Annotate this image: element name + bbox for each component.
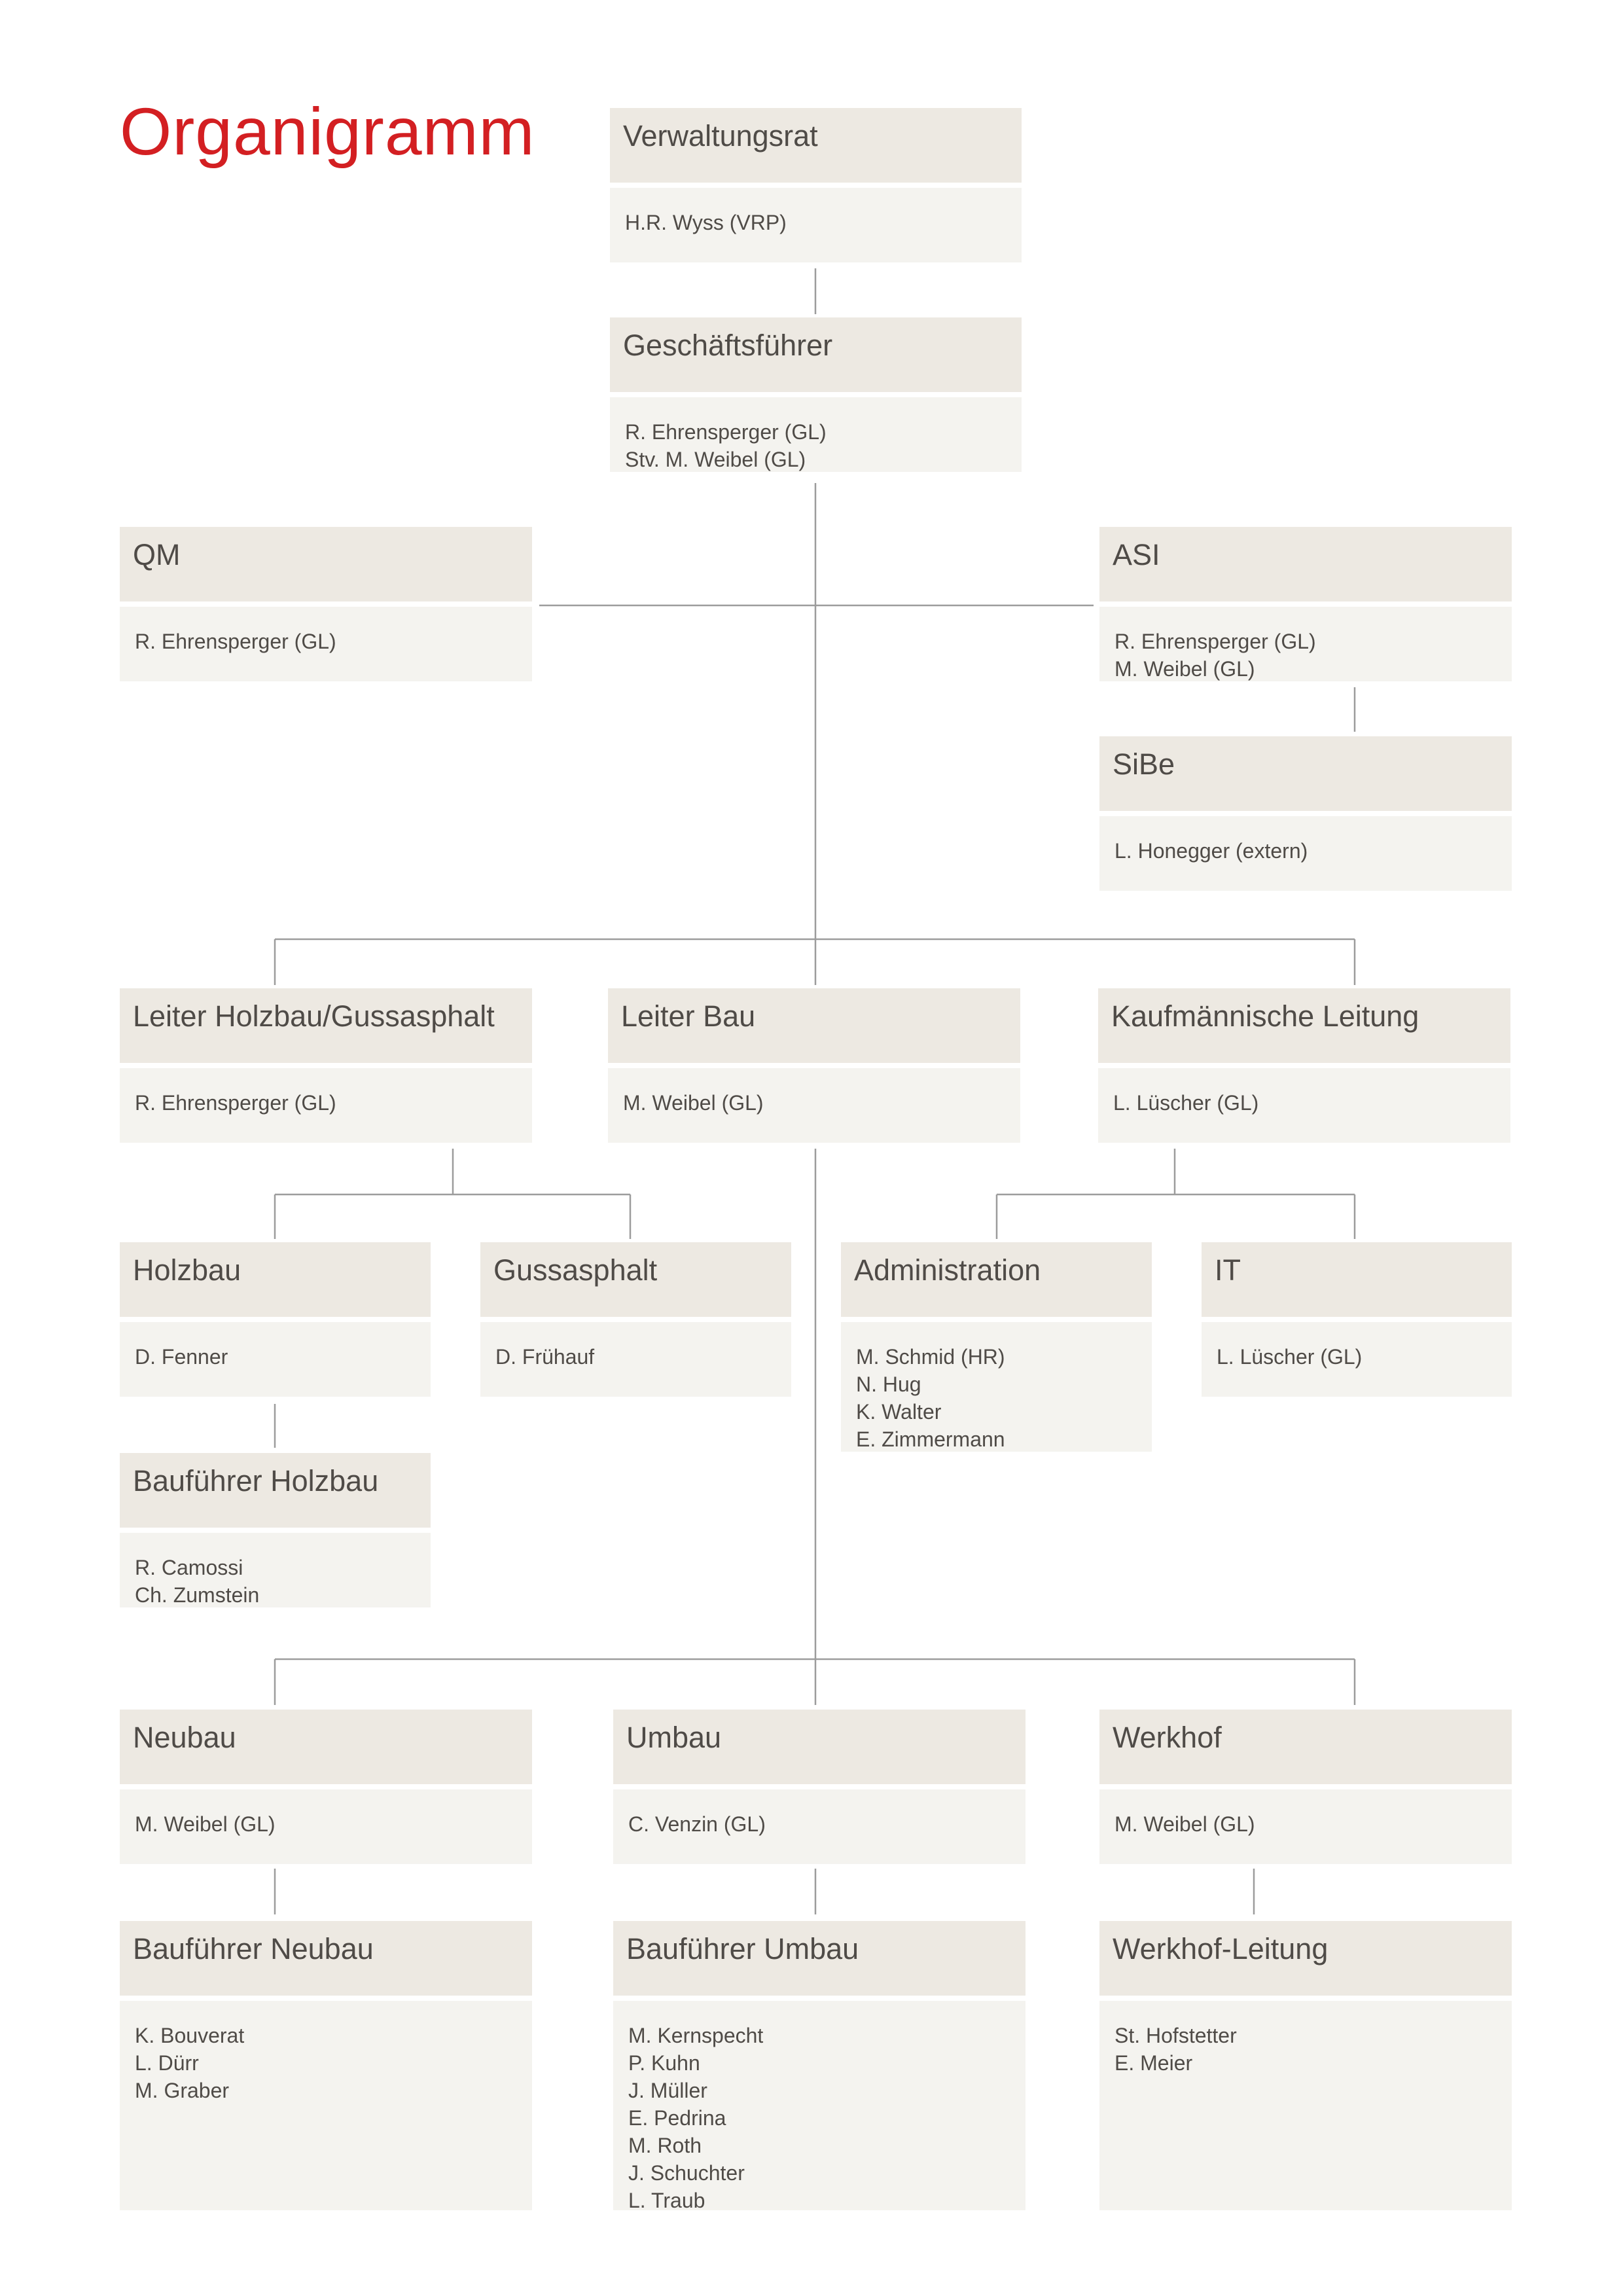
person-name: N. Hug bbox=[856, 1372, 921, 1396]
org-box-it bbox=[1202, 1242, 1512, 1397]
org-box-gussasphalt bbox=[480, 1242, 791, 1397]
person-name: L. Dürr bbox=[135, 2051, 199, 2075]
org-box-people bbox=[1099, 607, 1512, 681]
org-box-people bbox=[120, 1322, 431, 1397]
org-box-people bbox=[120, 2001, 532, 2210]
org-box-leiter-holzbau bbox=[120, 988, 532, 1143]
org-box-people bbox=[1099, 1789, 1512, 1864]
org-box-people bbox=[1098, 1068, 1510, 1143]
person-name: K. Bouverat bbox=[135, 2024, 245, 2047]
org-box-people bbox=[613, 2001, 1026, 2210]
org-box-people bbox=[613, 1789, 1026, 1864]
org-box-title: Administration bbox=[841, 1242, 1152, 1317]
org-box-people bbox=[610, 188, 1022, 262]
org-box-umbau bbox=[613, 1710, 1026, 1864]
org-box-people bbox=[610, 397, 1022, 472]
org-box-title: Bauführer Neubau bbox=[120, 1921, 532, 1996]
person-name: J. Schuchter bbox=[628, 2161, 745, 2185]
org-box-verwaltungsrat bbox=[610, 108, 1022, 262]
org-box-asi bbox=[1099, 527, 1512, 681]
person-name: E. Pedrina bbox=[628, 2106, 726, 2130]
person-name: M. Weibel (GL) bbox=[1115, 1812, 1255, 1836]
person-name: E. Zimmermann bbox=[856, 1427, 1005, 1451]
org-box-title: Umbau bbox=[613, 1710, 1026, 1784]
org-box-qm bbox=[120, 527, 532, 681]
org-box-people bbox=[608, 1068, 1020, 1143]
org-box-leiter-bau bbox=[608, 988, 1020, 1143]
org-box-people bbox=[1202, 1322, 1512, 1397]
person-name: D. Frühauf bbox=[495, 1345, 595, 1369]
person-name: K. Walter bbox=[856, 1400, 942, 1424]
person-name: L. Honegger (extern) bbox=[1115, 839, 1308, 863]
org-box-title: Werkhof-Leitung bbox=[1099, 1921, 1512, 1996]
org-box-title: ASI bbox=[1099, 527, 1512, 601]
org-box-title: Bauführer Umbau bbox=[613, 1921, 1026, 1996]
person-name: R. Ehrensperger (GL) bbox=[135, 630, 336, 653]
person-name: E. Meier bbox=[1115, 2051, 1193, 2075]
page-title: Organigramm bbox=[120, 94, 535, 169]
org-box-kaufm-leitung bbox=[1098, 988, 1510, 1143]
org-box-werkhof-leitung bbox=[1099, 1921, 1512, 2210]
person-name: L. Traub bbox=[628, 2189, 705, 2212]
person-name: R. Ehrensperger (GL) bbox=[625, 420, 827, 444]
org-box-title: Holzbau bbox=[120, 1242, 431, 1317]
org-box-title: Leiter Holzbau/Gussasphalt bbox=[120, 988, 532, 1063]
person-name: M. Graber bbox=[135, 2079, 230, 2102]
org-box-people bbox=[120, 1789, 532, 1864]
person-name: M. Schmid (HR) bbox=[856, 1345, 1005, 1369]
person-name: R. Camossi bbox=[135, 1556, 243, 1579]
person-name: H.R. Wyss (VRP) bbox=[625, 211, 787, 234]
org-box-geschaeftsfuehrer bbox=[610, 317, 1022, 472]
org-box-title: QM bbox=[120, 527, 532, 601]
person-name: M. Weibel (GL) bbox=[135, 1812, 276, 1836]
person-name: M. Weibel (GL) bbox=[623, 1091, 764, 1115]
org-box-people bbox=[120, 607, 532, 681]
org-box-title: Gussasphalt bbox=[480, 1242, 791, 1317]
org-box-people bbox=[1099, 816, 1512, 891]
person-name: St. Hofstetter bbox=[1115, 2024, 1237, 2047]
person-name: M. Weibel (GL) bbox=[1115, 657, 1255, 681]
person-name: P. Kuhn bbox=[628, 2051, 700, 2075]
org-box-people bbox=[1099, 2001, 1512, 2210]
org-box-title: Bauführer Holzbau bbox=[120, 1453, 431, 1528]
person-name: R. Ehrensperger (GL) bbox=[1115, 630, 1316, 653]
org-box-people bbox=[841, 1322, 1152, 1452]
org-box-administration bbox=[841, 1242, 1152, 1452]
org-box-baufuehrer-umbau bbox=[613, 1921, 1026, 2210]
person-name: R. Ehrensperger (GL) bbox=[135, 1091, 336, 1115]
org-box-title: Geschäftsführer bbox=[610, 317, 1022, 392]
person-name: C. Venzin (GL) bbox=[628, 1812, 766, 1836]
person-name: Ch. Zumstein bbox=[135, 1583, 260, 1607]
org-box-people bbox=[120, 1068, 532, 1143]
org-box-people bbox=[120, 1533, 431, 1607]
person-name: M. Kernspecht bbox=[628, 2024, 764, 2047]
org-box-title: Verwaltungsrat bbox=[610, 108, 1022, 183]
org-box-baufuehrer-holzbau bbox=[120, 1453, 431, 1607]
org-box-people bbox=[480, 1322, 791, 1397]
person-name: L. Lüscher (GL) bbox=[1217, 1345, 1363, 1369]
org-box-title: Neubau bbox=[120, 1710, 532, 1784]
org-box-sibe bbox=[1099, 736, 1512, 891]
person-name: J. Müller bbox=[628, 2079, 707, 2102]
org-box-baufuehrer-neubau bbox=[120, 1921, 532, 2210]
org-box-title: Leiter Bau bbox=[608, 988, 1020, 1063]
person-name: D. Fenner bbox=[135, 1345, 228, 1369]
org-box-title: Kaufmännische Leitung bbox=[1098, 988, 1510, 1063]
org-box-holzbau bbox=[120, 1242, 431, 1397]
person-name: Stv. M. Weibel (GL) bbox=[625, 448, 806, 471]
org-box-title: SiBe bbox=[1099, 736, 1512, 811]
org-box-neubau bbox=[120, 1710, 532, 1864]
person-name: L. Lüscher (GL) bbox=[1113, 1091, 1259, 1115]
org-box-werkhof bbox=[1099, 1710, 1512, 1864]
org-box-title: IT bbox=[1202, 1242, 1512, 1317]
org-box-title: Werkhof bbox=[1099, 1710, 1512, 1784]
person-name: M. Roth bbox=[628, 2134, 702, 2157]
